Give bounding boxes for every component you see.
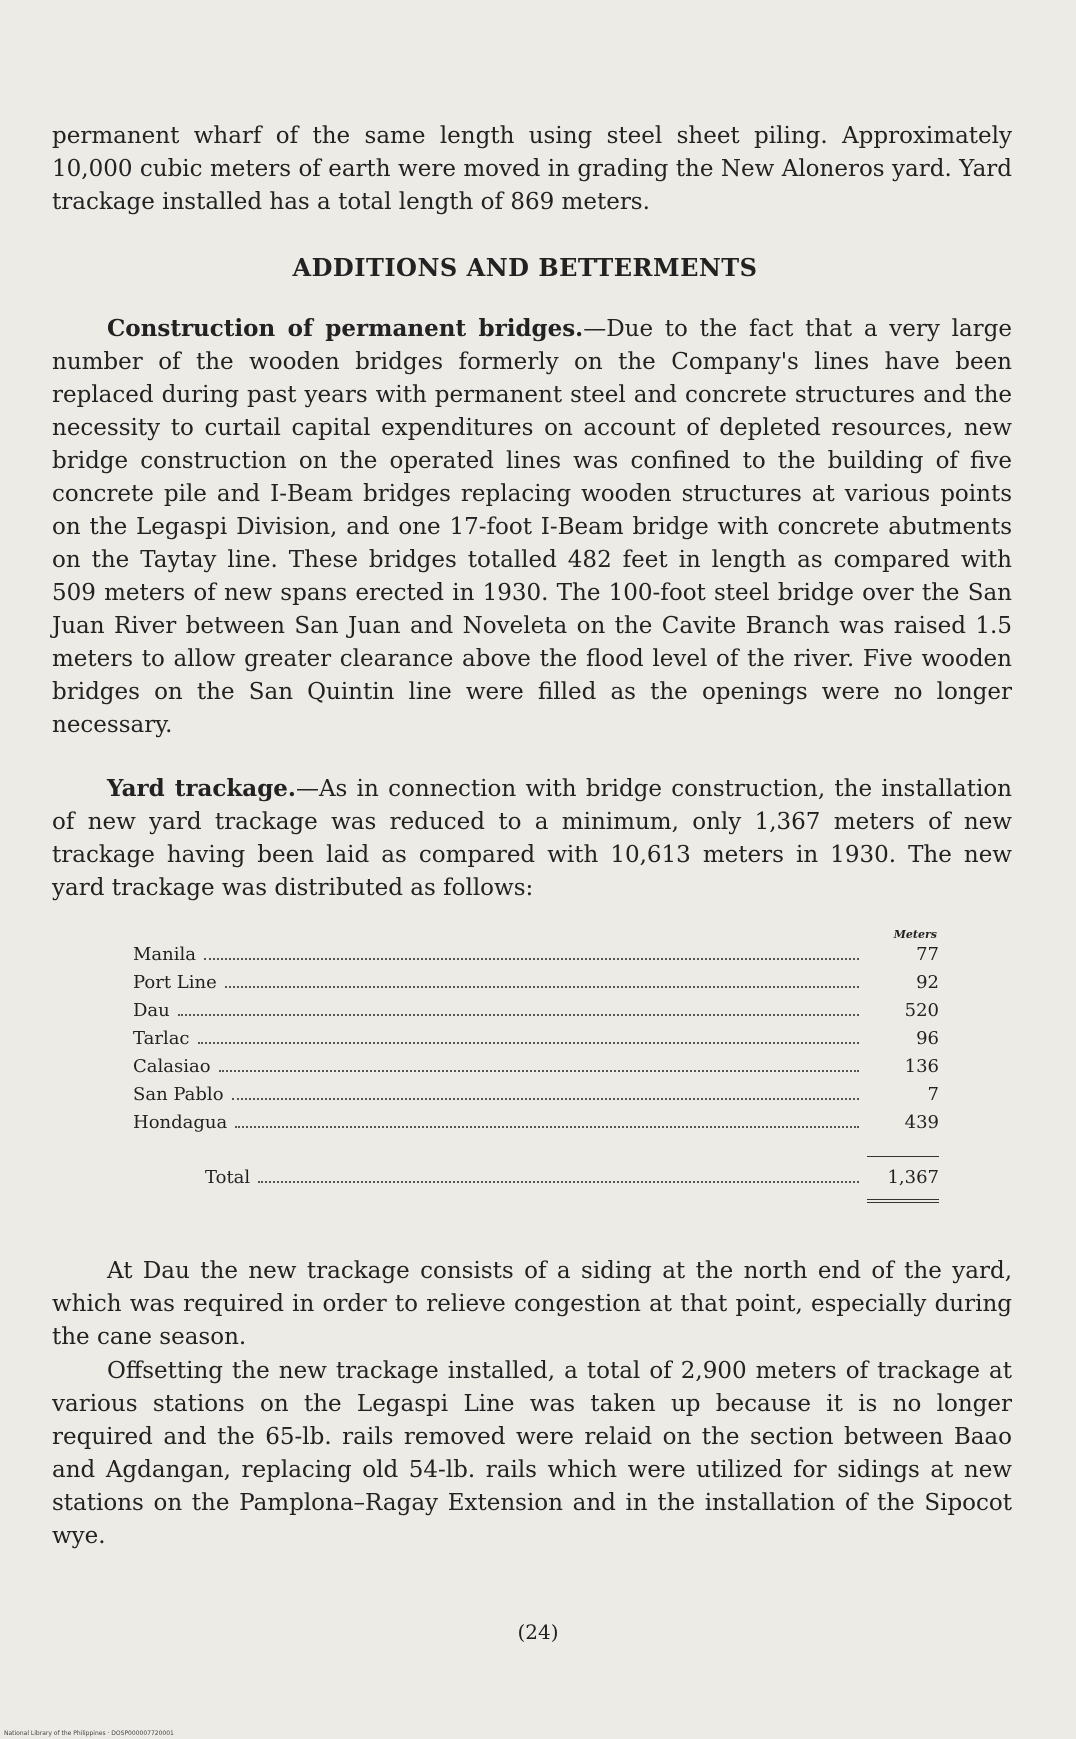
dot-leader xyxy=(219,1069,859,1072)
row-value: 96 xyxy=(916,1028,939,1049)
row-name: Manila xyxy=(133,944,196,965)
total-value: 1,367 xyxy=(887,1167,939,1188)
row-value: 136 xyxy=(904,1056,939,1077)
table-total-row xyxy=(133,1167,939,1195)
page-number: (24) xyxy=(517,1620,559,1644)
row-value: 77 xyxy=(916,944,939,965)
dot-leader xyxy=(235,1125,859,1128)
dot-leader xyxy=(232,1097,859,1100)
dot-leader xyxy=(198,1041,859,1044)
total-label: Total xyxy=(205,1167,251,1188)
table-row xyxy=(133,1028,939,1056)
row-name: Dau xyxy=(133,1000,170,1021)
trackage-table xyxy=(133,928,939,1203)
paragraph-yard-trackage xyxy=(52,772,1012,905)
row-name: Hondagua xyxy=(133,1112,228,1133)
dot-leader xyxy=(178,1013,859,1016)
paragraph-bridges-body: —Due to the fact that a very large number of the wooden bridges formerly on the Company's lines have been replaced during past years with permanent steel and concrete structures and the necessity to curtail capital expenditures on account of depleted resources, new bridge construction on the operated lines was confined to the building of five concrete pile and I-Beam bridges replacing wooden structures at various points on the Legaspi Division, and one 17-foot I-Beam bridge with concrete abutments on the Taytay line. These bridges totalled 482 feet in length as compared with 509 meters of new spans erected in 1930. The 100-foot steel bridge over the San Juan River between San Juan and Noveleta on the Cavite Branch was raised 1.5 meters to allow greater clearance above the flood level of the river. Five wooden bridges on the San Quintin line were filled as the openings were no longer necessary. xyxy=(52,316,1012,738)
table-row xyxy=(133,944,939,972)
row-name: San Pablo xyxy=(133,1084,224,1105)
total-double-rule xyxy=(867,1199,939,1203)
paragraph-yard-lead: Yard trackage. xyxy=(107,775,296,802)
row-name: Port Line xyxy=(133,972,217,993)
row-value: 92 xyxy=(916,972,939,993)
row-value: 439 xyxy=(904,1112,939,1133)
archive-footer-note: National Library of the Philippines · DOSP000007720001 xyxy=(4,1730,174,1737)
table-row xyxy=(133,1000,939,1028)
table-row xyxy=(133,1112,939,1140)
section-heading: ADDITIONS AND BETTERMENTS xyxy=(292,253,758,282)
dot-leader xyxy=(258,1180,859,1183)
table-row xyxy=(133,1084,939,1112)
table-column-header: Meters xyxy=(893,928,937,941)
dot-leader xyxy=(225,985,859,988)
paragraph-bridges-lead: Construction of permanent bridges. xyxy=(107,315,584,342)
row-name: Tarlac xyxy=(133,1028,190,1049)
total-rule xyxy=(867,1156,939,1157)
table-row xyxy=(133,972,939,1000)
paragraph-yard-body: —As in connection with bridge construction, the installation of new yard trackage was reduced to a minimum, only 1,367 meters of new trackage having been laid as compared with 10,613 meters in 1930. The new yard trackage was distributed as follows: xyxy=(52,776,1012,901)
dot-leader xyxy=(204,957,859,960)
row-value: 520 xyxy=(904,1000,939,1021)
paragraph-dau: At Dau the new trackage consists of a siding at the north end of the yard, which was required in order to relieve congestion at that point, especially during the cane season. xyxy=(52,1258,1012,1350)
row-value: 7 xyxy=(927,1084,939,1105)
table-row xyxy=(133,1056,939,1084)
row-name: Calasiao xyxy=(133,1056,211,1077)
paragraph-wharf: permanent wharf of the same length using steel sheet piling. Approximately 10,000 cubic meters of earth were moved in grading the New Aloneros yard. Yard trackage installed has a total length of 869 meters. xyxy=(52,123,1012,215)
paragraph-offsetting: Offsetting the new trackage installed, a total of 2,900 meters of trackage at various stations on the Legaspi Line was taken up because it is no longer required and the 65-lb. rails removed were relaid on the section between Baao and Agdangan, replacing old 54-lb. rails which were utilized for sidings at new stations on the Pamplona–Ragay Extension and in the installation of the Sipocot wye. xyxy=(52,1358,1012,1549)
paragraph-bridges xyxy=(52,312,1012,742)
